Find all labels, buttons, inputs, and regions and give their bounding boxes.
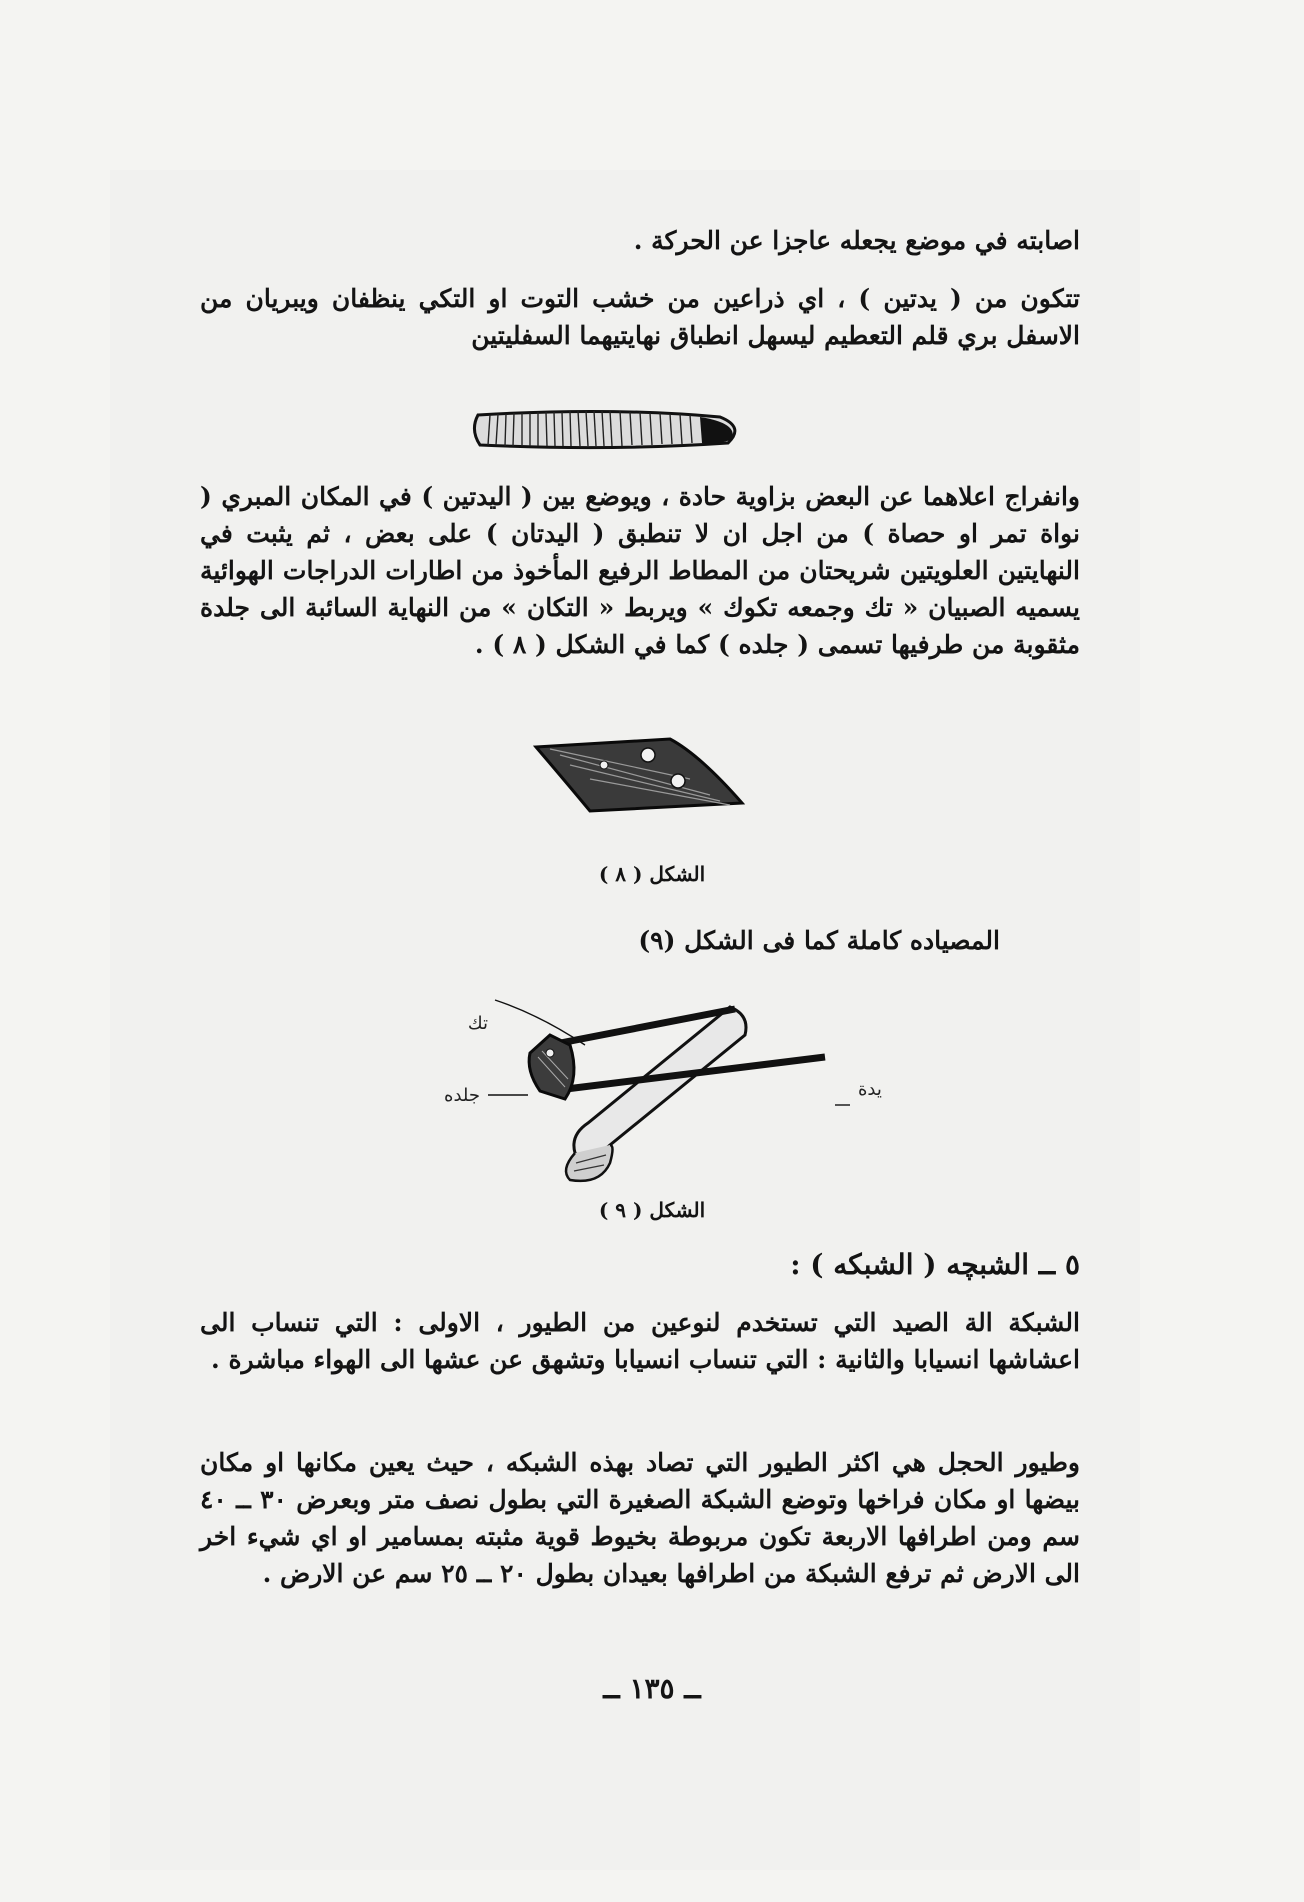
paragraph-text: المصياده كاملة كما فى الشكل (٩) bbox=[638, 926, 1000, 955]
figure-8-leather-pouch bbox=[530, 735, 750, 815]
paragraph-text: وانفراج اعلاهما عن البعض بزاوية حادة ، ويوضع بين ( اليدتين ) في المكان المبري ( نواة تمر او حصاة ) من اجل ان لا تنطبق ( اليدتان ) على بعض ، ثم يثبت في النهايتين العلويتين شريحتان من المطاط الرفيع المأخوذ من اطارات الدراجات الهوائية يسميه الصبيان « تك وجمعه تكوك » ويربط « التكان » من النهاية السائبة الى جلدة مثقوبة من طرفيها تسمى ( جلده ) كما في الشكل ( ٨ ) . bbox=[200, 482, 1080, 659]
figure-9-label-arm: يدة bbox=[858, 1079, 882, 1100]
section-heading: ٥ ــ الشبچه ( الشبكه ) : bbox=[790, 1248, 1080, 1281]
figure-9-slingshot bbox=[400, 995, 882, 1185]
page-number: ــ ١٣٥ ــ bbox=[603, 1672, 701, 1705]
paragraph-complete-slingshot bbox=[520, 922, 1000, 959]
paragraph-slingshot-arms bbox=[200, 280, 1080, 354]
paragraph-partridge-net bbox=[200, 1444, 1080, 1592]
paragraph-slingshot-assembly bbox=[200, 478, 1080, 663]
paragraph-text: الشبكة الة الصيد التي تستخدم لنوعين من الطيور ، الاولى : التي تنساب الى اعشاشها انسيابا والثانية : التي تنساب انسيابا وتشهق عن عشها الى الهواء مباشرة . bbox=[200, 1308, 1080, 1374]
rubber-strip-sketch bbox=[470, 405, 750, 455]
figure-9-label-rubber: تك bbox=[467, 1013, 488, 1034]
paragraph-text: تتكون من ( يدتين ) ، اي ذراعين من خشب التوت او التكي ينظفان ويبريان من الاسفل بري قلم التعطيم ليسهل انطباق نهايتيهما السفليتين bbox=[200, 284, 1080, 350]
paragraph-net-intro bbox=[200, 1304, 1080, 1378]
paragraph-text: وطيور الحجل هي اكثر الطيور التي تصاد بهذه الشبكه ، حيث يعين مكانها او مكان بيضها او مكان فراخها وتوضع الشبكة الصغيرة التي بطول نصف متر وبعرض ٣٠ ــ ٤٠ سم ومن اطرافها الاربعة تكون مربوطة بخيوط قوية مثبته بمسامير او اي شيء اخر الى الارض ثم ترفع الشبكة من اطرافها بعيدان بطول ٢٠ ــ ٢٥ سم عن الارض . bbox=[200, 1448, 1080, 1588]
figure-9-caption: الشكل ( ٩ ) bbox=[598, 1198, 706, 1222]
figure-9-label-pouch: جلده bbox=[444, 1085, 480, 1106]
figure-8-caption: الشكل ( ٨ ) bbox=[598, 862, 706, 886]
paragraph-text: اصابته في موضع يجعله عاجزا عن الحركة . bbox=[633, 226, 1080, 255]
paragraph-continuation bbox=[200, 222, 1080, 259]
